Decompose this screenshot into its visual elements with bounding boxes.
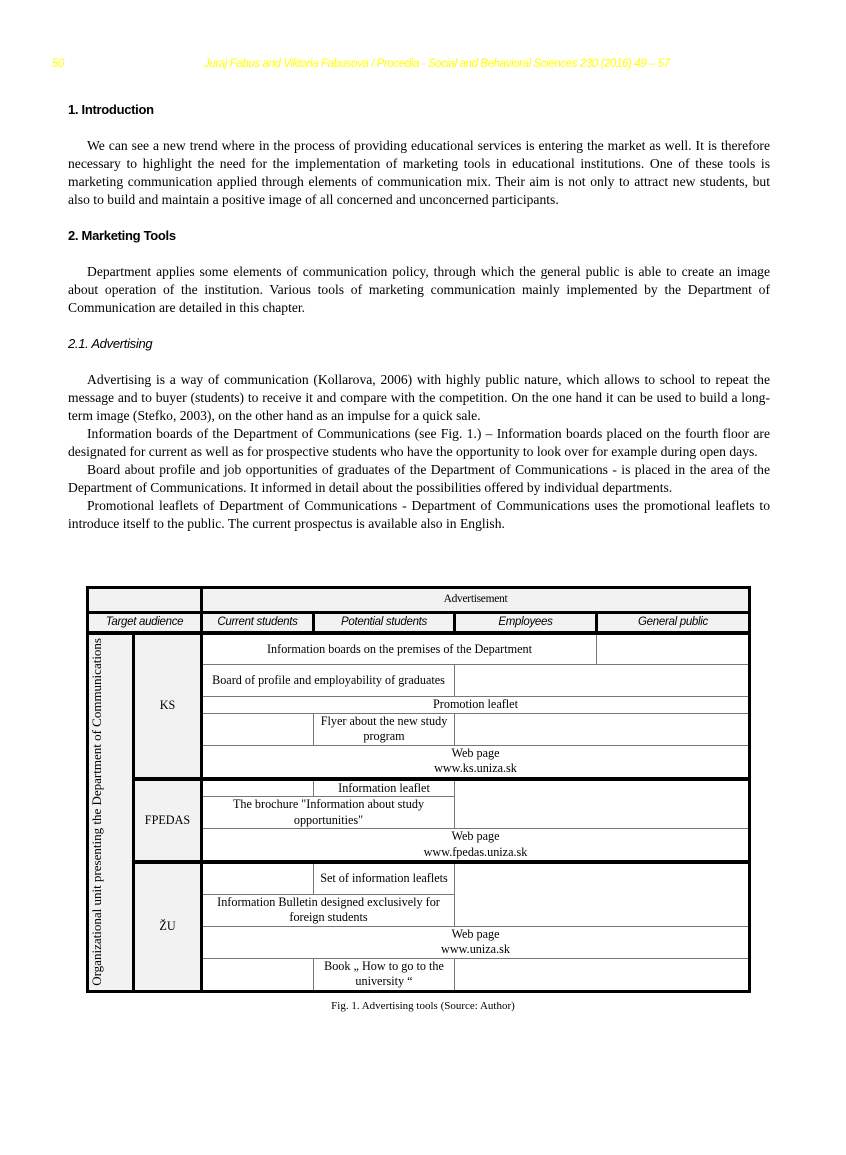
web-url: www.fpedas.uniza.sk xyxy=(423,844,528,859)
unit-ks: KS xyxy=(134,633,202,779)
book-cell: Book „ How to go to the university “ xyxy=(314,958,455,991)
empty-cell xyxy=(202,713,314,745)
empty-cell xyxy=(202,862,314,894)
paragraph: We can see a new trend where in the process of providing educational services is entering the market as well. It is therefore necessary to highlight the need for the implementation of marketing tools in educational institutions. One of these tools is marketing communication applied through elements of communication mix. Their aim is not only to attract new students, but also to build and maintain a positive image of all concerned and unconcerned participants. xyxy=(68,138,770,207)
bulletin-cell: Information Bulletin designed exclusively for foreign students xyxy=(202,894,455,926)
column-header: Potential students xyxy=(314,613,455,633)
figure-caption: Fig. 1. Advertising tools (Source: Author) xyxy=(331,1000,515,1012)
advertising-tools-table xyxy=(86,586,751,993)
web-url: www.uniza.sk xyxy=(441,942,510,956)
paragraph: Information boards of the Department of Communications (see Fig. 1.) – Information boards placed on the fourth floor are designated for current as well as for prospective students who have the opportunity to look over for example during open days. xyxy=(68,426,770,459)
section-heading: 1. Introduction xyxy=(68,102,154,117)
org-unit-label: Organizational unit presenting the Department of Communications xyxy=(89,638,104,986)
brochure-cell: The brochure "Information about study opportunities" xyxy=(202,797,455,829)
empty-cell xyxy=(202,779,314,797)
unit-fpedas: FPEDAS xyxy=(134,779,202,863)
board-profile-cell: Board of profile and employability of graduates xyxy=(202,665,455,697)
empty-cell xyxy=(455,779,750,829)
set-leaflets-cell: Set of information leaflets xyxy=(314,862,455,894)
corner-cell xyxy=(88,588,202,613)
paragraph: Board about profile and job opportunities of graduates of the Department of Communications - is placed in the area of the Department of Communications. It informed in detail about the possibilities offered by individual departments. xyxy=(68,462,770,495)
paragraph: Department applies some elements of communication policy, through which the general public is able to create an image about operation of the institution. Various tools of marketing communication mainly implemented by the Department of Communication are detailed in this chapter. xyxy=(68,264,770,315)
web-label: Web page xyxy=(451,745,500,760)
ks-web-cell xyxy=(202,745,750,779)
paragraph-group xyxy=(68,371,770,533)
zu-web-cell xyxy=(202,926,750,958)
section-heading: 2. Marketing Tools xyxy=(68,228,176,243)
empty-cell xyxy=(455,713,750,745)
web-label: Web page xyxy=(451,926,500,941)
info-leaflet-cell: Information leaflet xyxy=(314,779,455,797)
flyer-cell: Flyer about the new study program xyxy=(314,713,455,745)
info-boards-cell: Information boards on the premises of the Department xyxy=(202,633,597,665)
running-title: Juraj Fabus and Viktoria Fabusova / Procedia - Social and Behavioral Sciences 230 (2016) 49 – 57 xyxy=(204,58,670,70)
column-header: General public xyxy=(597,613,750,633)
column-header: Employees xyxy=(455,613,597,633)
paragraph: Promotional leaflets of Department of Communications - Department of Communications uses the promotional leaflets to introduce itself to the public. The current prospectus is available also in English. xyxy=(68,498,770,531)
empty-cell xyxy=(455,665,750,697)
empty-cell xyxy=(455,958,750,991)
web-url: www.ks.uniza.sk xyxy=(434,761,517,775)
unit-zu: ŽU xyxy=(134,862,202,991)
fpedas-web-cell xyxy=(202,829,750,863)
column-header: Current students xyxy=(202,613,314,633)
org-unit-cell xyxy=(88,633,134,992)
web-label: Web page xyxy=(451,829,500,843)
advertisement-header: Advertisement xyxy=(202,588,750,613)
page-number: 50 xyxy=(52,58,64,70)
promotion-leaflet-cell: Promotion leaflet xyxy=(202,697,750,714)
subsection-heading: 2.1. Advertising xyxy=(68,336,153,351)
empty-cell xyxy=(202,958,314,991)
paragraph: Advertising is a way of communication (Kollarova, 2006) with highly public nature, which allows to school to repeat the message and to buyer (students) to receive it and compare with the competition. On the one hand it can be used to build a long-term image (Stefko, 2003), on the other hand as an impulse for a quick sale. xyxy=(68,372,770,423)
empty-cell xyxy=(455,862,750,926)
target-audience-header: Target audience xyxy=(88,613,202,633)
empty-cell xyxy=(597,633,750,665)
